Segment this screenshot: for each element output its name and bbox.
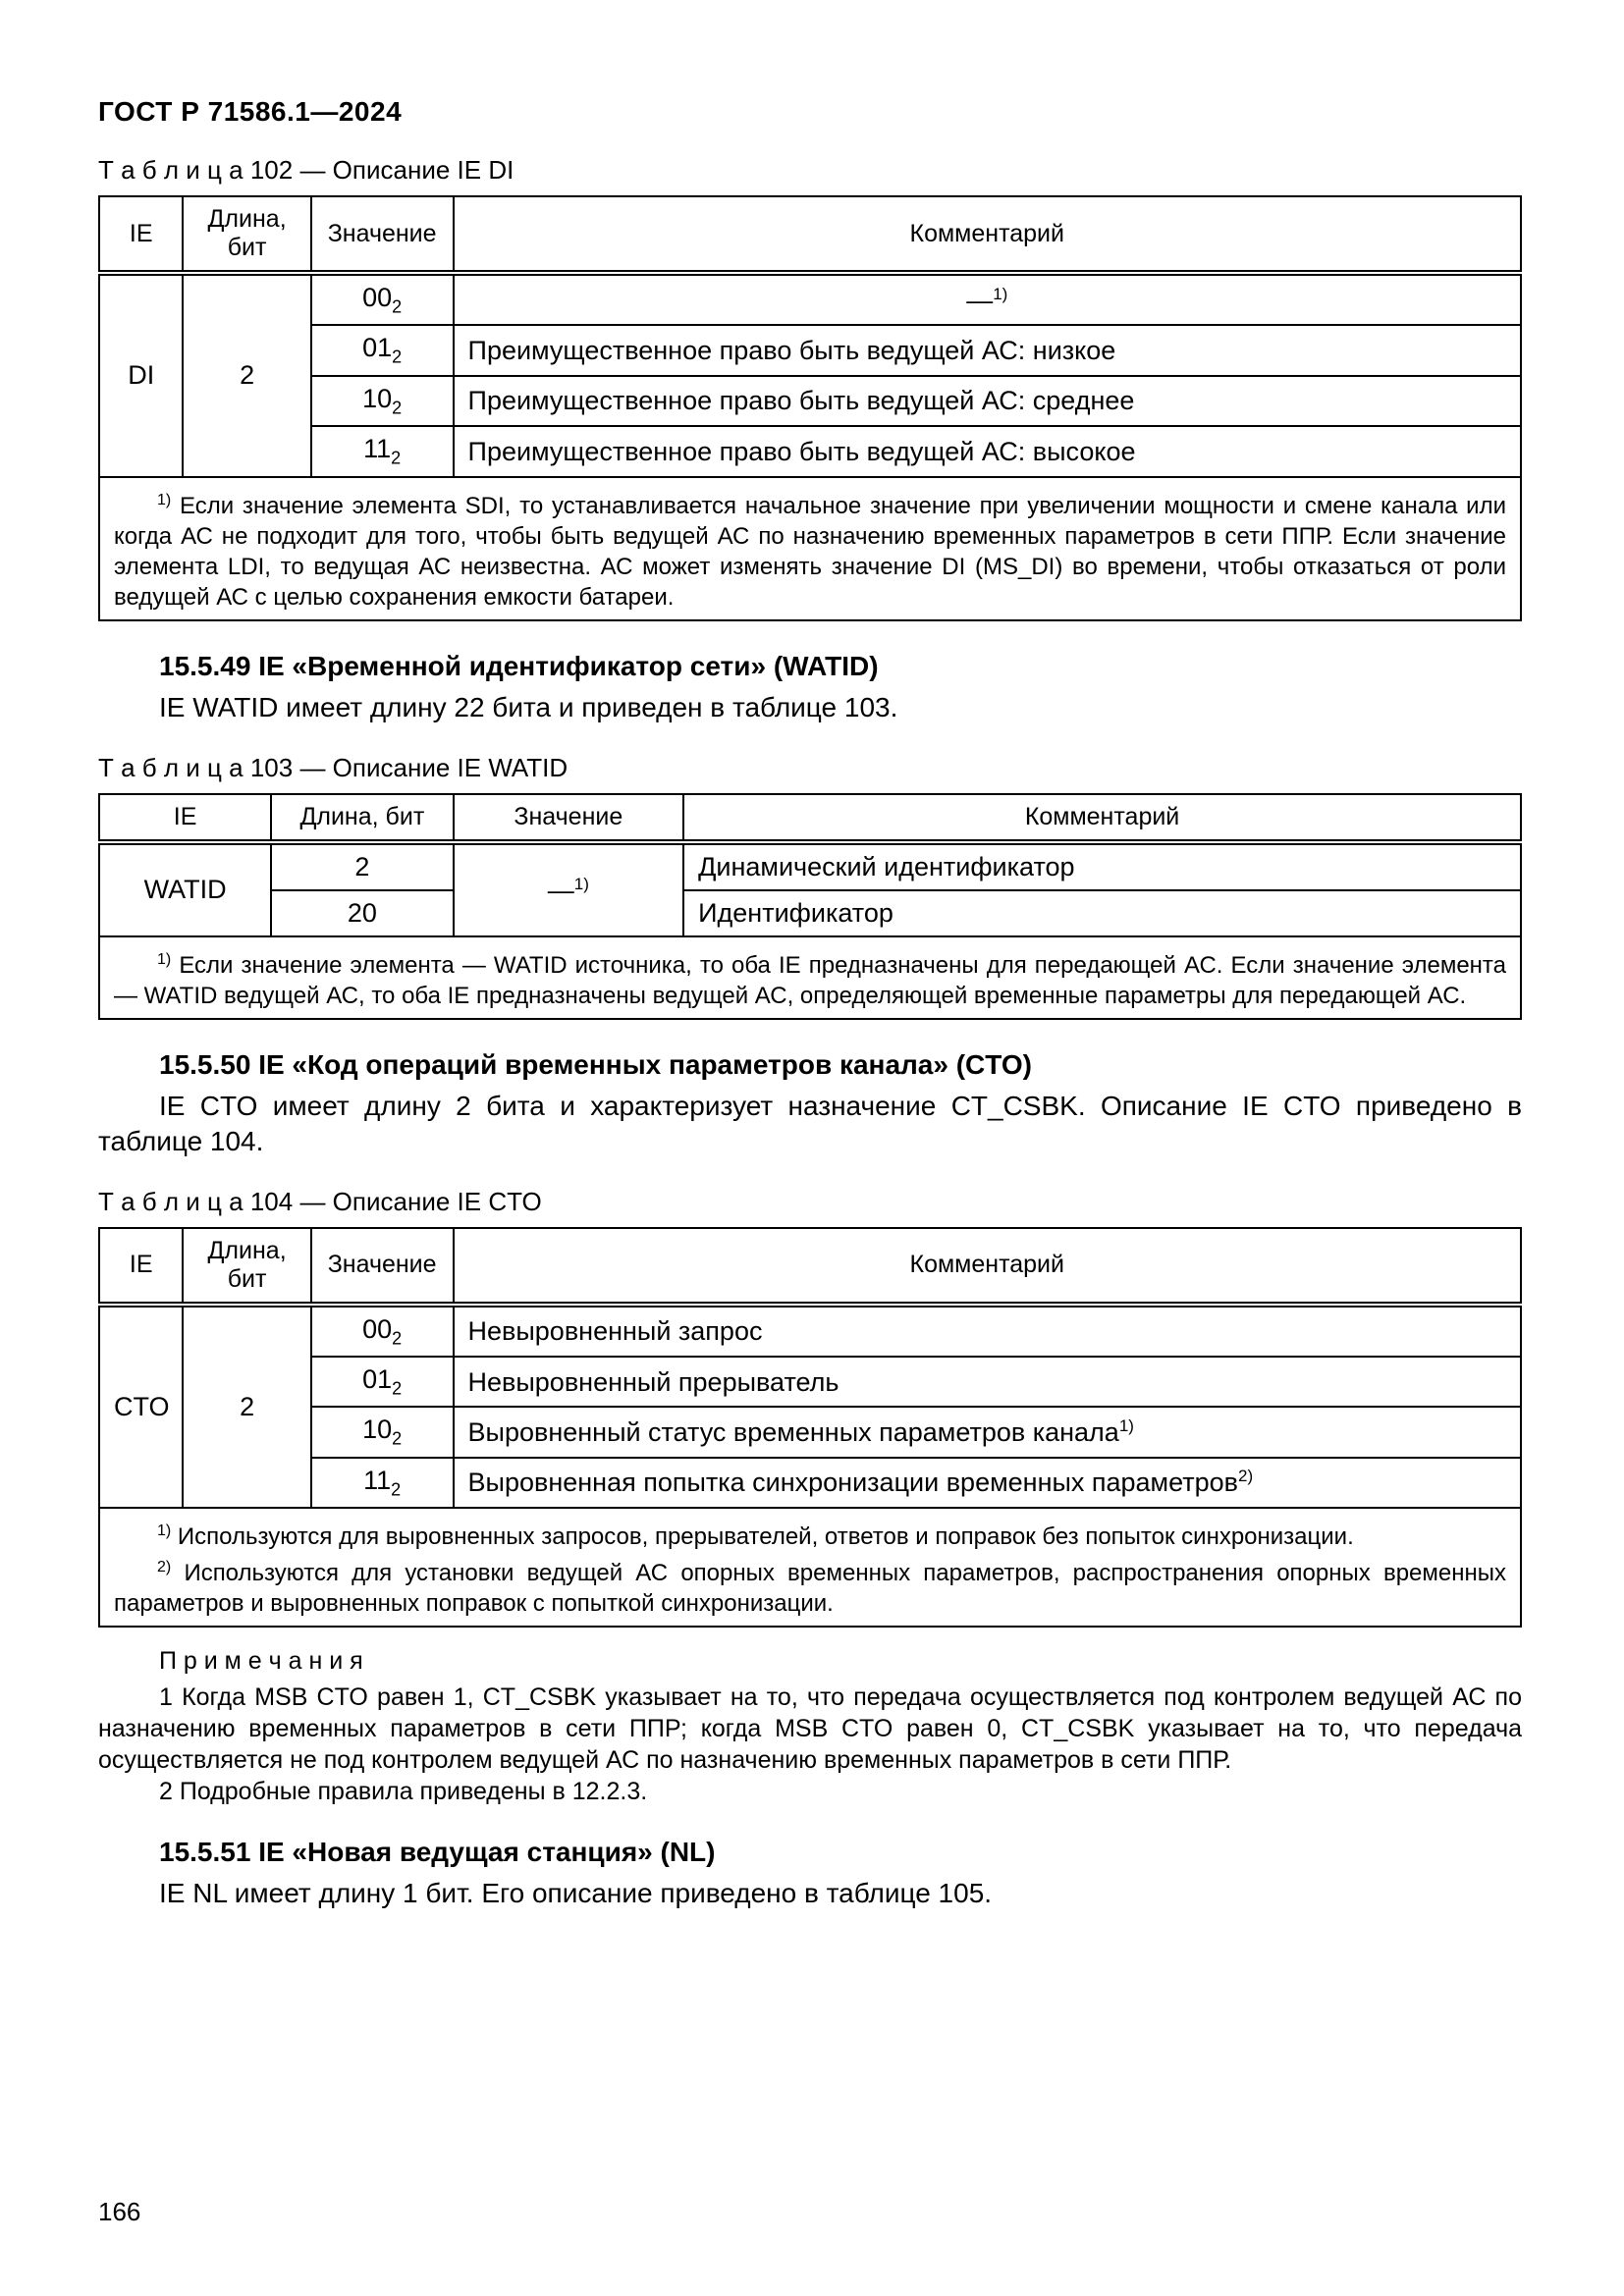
table104-caption: Т а б л и ц а 104 — Описание IE CTO — [98, 1186, 542, 1216]
comment-cell — [454, 376, 1521, 426]
comment-text: Преимущественное право быть ведущей АС: низкое — [467, 336, 1116, 366]
value-cell — [311, 273, 454, 325]
page-number: 166 — [98, 2197, 141, 2226]
note-item: 1 Когда MSB CTO равен 1, CT_CSBK указывает на то, что передача осуществляется под контролем ведущей АС по назначению временных параметров в сети ППР; когда MSB CTO равен 0, CT_CSBK указывает на то, что передача осуществляется не под контролем ведущей АС по назначению временных параметров в сети ППР. — [98, 1683, 1522, 1775]
table102 — [98, 195, 1522, 621]
value-subscript: 2 — [392, 1327, 403, 1348]
value-text: 10 — [362, 383, 393, 413]
column-header-value: Значение — [454, 794, 684, 842]
table-row — [99, 376, 1521, 426]
section-heading-15-5-50: 15.5.50 IE «Код операций временных параметров канала» (CTO) — [159, 1048, 1032, 1080]
table-row — [99, 1357, 1521, 1407]
table-footnote — [99, 936, 1521, 1019]
column-header-comment: Комментарий — [683, 794, 1521, 842]
table-footnote-row — [99, 477, 1521, 620]
value-subscript: 2 — [392, 296, 403, 317]
note-item: 2 Подробные правила приведены в 12.2.3. — [159, 1778, 648, 1806]
value-cell — [311, 1357, 454, 1407]
section-heading-15-5-51: 15.5.51 IE «Новая ведущая станция» (NL) — [159, 1837, 716, 1868]
value-subscript: 2 — [391, 1479, 402, 1500]
running-header: ГОСТ Р 71586.1—2024 — [98, 96, 403, 127]
comment-cell — [454, 1458, 1521, 1508]
footnote-marker: 1) — [157, 491, 172, 508]
value-text: 00 — [362, 1313, 393, 1344]
notes-block — [98, 1647, 1522, 1807]
length-cell: 20 — [271, 890, 453, 936]
table104 — [98, 1227, 1522, 1629]
value-subscript: 2 — [392, 398, 403, 418]
footnote-marker: 1) — [157, 1522, 172, 1540]
notes-label: П р и м е ч а н и я — [159, 1647, 363, 1676]
table-row — [99, 426, 1521, 476]
comment-cell — [454, 1407, 1521, 1457]
table-row — [99, 842, 1521, 890]
table-footnote — [99, 1508, 1521, 1627]
footnote-ref: 1) — [1118, 1416, 1134, 1436]
value-cell — [311, 426, 454, 476]
comment-cell — [454, 325, 1521, 375]
column-header-comment: Комментарий — [454, 196, 1521, 273]
comment-cell — [454, 1357, 1521, 1407]
ie-cell: CTO — [99, 1305, 183, 1509]
value-subscript: 2 — [392, 1428, 403, 1449]
column-header-ie: IE — [99, 196, 183, 273]
table-footnote-row — [99, 1508, 1521, 1627]
column-header-length: Длина, бит — [271, 794, 453, 842]
comment-cell — [454, 1305, 1521, 1357]
table-row — [99, 1458, 1521, 1508]
value-text: 00 — [362, 283, 393, 312]
footnote-ref: 2) — [1237, 1467, 1254, 1486]
section-body-15-5-50: IE CTO имеет длину 2 бита и характеризует назначение CT_CSBK. Описание IE CTO приведено в таблице 104. — [98, 1090, 1522, 1156]
footnote-paragraph — [114, 944, 1506, 1011]
column-header-ie: IE — [99, 794, 271, 842]
ie-cell: DI — [99, 273, 183, 477]
footnote-marker: 2) — [157, 1559, 172, 1576]
table-footnote — [99, 477, 1521, 620]
comment-text: Преимущественное право быть ведущей АС: среднее — [467, 386, 1135, 416]
value-subscript: 2 — [391, 448, 402, 468]
table104-header-row — [99, 1228, 1521, 1305]
table103-header-row — [99, 794, 1521, 842]
table-row — [99, 890, 1521, 936]
column-header-value: Значение — [311, 196, 454, 273]
column-header-comment: Комментарий — [454, 1228, 1521, 1305]
value-cell — [311, 325, 454, 375]
comment-cell: Идентификатор — [683, 890, 1521, 936]
column-header-value: Значение — [311, 1228, 454, 1305]
table102-header-row — [99, 196, 1521, 273]
value-subscript: 2 — [392, 1378, 403, 1399]
value-text: 01 — [362, 1363, 393, 1394]
value-text: — — [547, 875, 574, 905]
section-heading-15-5-49: 15.5.49 IE «Временной идентификатор сети» (WATID) — [159, 650, 879, 681]
section-body-15-5-51: IE NL имеет длину 1 бит. Его описание приведено в таблице 105. — [159, 1878, 993, 1909]
length-cell: 2 — [183, 273, 310, 477]
value-cell — [311, 376, 454, 426]
value-cell — [311, 1305, 454, 1357]
column-header-length: Длина, бит — [183, 196, 310, 273]
length-cell: 2 — [271, 842, 453, 890]
table-footnote-row — [99, 936, 1521, 1019]
comment-text: Невыровненный прерыватель — [467, 1366, 839, 1397]
column-header-length: Длина, бит — [183, 1228, 310, 1305]
footnote-paragraph — [114, 1552, 1506, 1619]
footnote-text: Используются для выровненных запросов, прерывателей, ответов и поправок без попыток синхронизации. — [177, 1523, 1354, 1551]
footnote-paragraph — [114, 1516, 1506, 1552]
table-row — [99, 1305, 1521, 1357]
comment-text: Выровненная попытка синхронизации временных параметров — [467, 1468, 1238, 1498]
value-subscript: 2 — [392, 347, 403, 367]
table-row — [99, 325, 1521, 375]
value-cell — [454, 842, 684, 936]
footnote-ref: 1) — [573, 874, 589, 893]
footnote-paragraph — [114, 485, 1506, 613]
table-row — [99, 273, 1521, 325]
footnote-text: Если значение элемента SDI, то устанавливается начальное значение при увеличении мощности и смене канала или когда АС не подходит для того, чтобы быть ведущей АС по назначению временных параметров в сети ППР. Если значение элемента LDI, то ведущая АС неизвестна. АС может изменять значение DI (MS_DI) во времени, чтобы отказаться от роли ведущей АС с целью сохранения емкости батареи. — [114, 492, 1507, 611]
comment-text: Выровненный статус временных параметров канала — [467, 1417, 1119, 1448]
column-header-ie: IE — [99, 1228, 183, 1305]
value-text: 10 — [362, 1415, 393, 1445]
footnote-ref: 1) — [993, 284, 1008, 303]
value-text: 01 — [362, 333, 393, 363]
comment-cell: Динамический идентификатор — [683, 842, 1521, 890]
comment-text: Преимущественное право быть ведущей АС: высокое — [467, 436, 1136, 466]
table103 — [98, 793, 1522, 1020]
value-text: 11 — [363, 434, 392, 464]
ie-cell: WATID — [99, 842, 271, 936]
comment-cell — [454, 273, 1521, 325]
comment-text: Невыровненный запрос — [467, 1316, 763, 1347]
length-cell: 2 — [183, 1305, 310, 1509]
value-cell — [311, 1458, 454, 1508]
footnote-text: Используются для установки ведущей АС опорных временных параметров, распространения опорных временных параметров и выровненных поправок с попыткой синхронизации. — [114, 1560, 1506, 1618]
table-row — [99, 1407, 1521, 1457]
footnote-marker: 1) — [157, 950, 172, 968]
footnote-text: Если значение элемента — WATID источника, то оба IE предназначены для передающей АС. Если значение элемента — WATID ведущей АС, то оба IE предназначены ведущей АС, определяющей временные параметры для передающей АС. — [114, 951, 1506, 1009]
table102-caption: Т а б л и ц а 102 — Описание IE DI — [98, 155, 514, 185]
comment-cell — [454, 426, 1521, 476]
section-body-15-5-49: IE WATID имеет длину 22 бита и приведен в таблице 103. — [159, 691, 898, 722]
table103-caption: Т а б л и ц а 103 — Описание IE WATID — [98, 752, 568, 782]
value-text: 11 — [363, 1465, 392, 1495]
value-cell — [311, 1407, 454, 1457]
comment-text: — — [966, 285, 994, 315]
